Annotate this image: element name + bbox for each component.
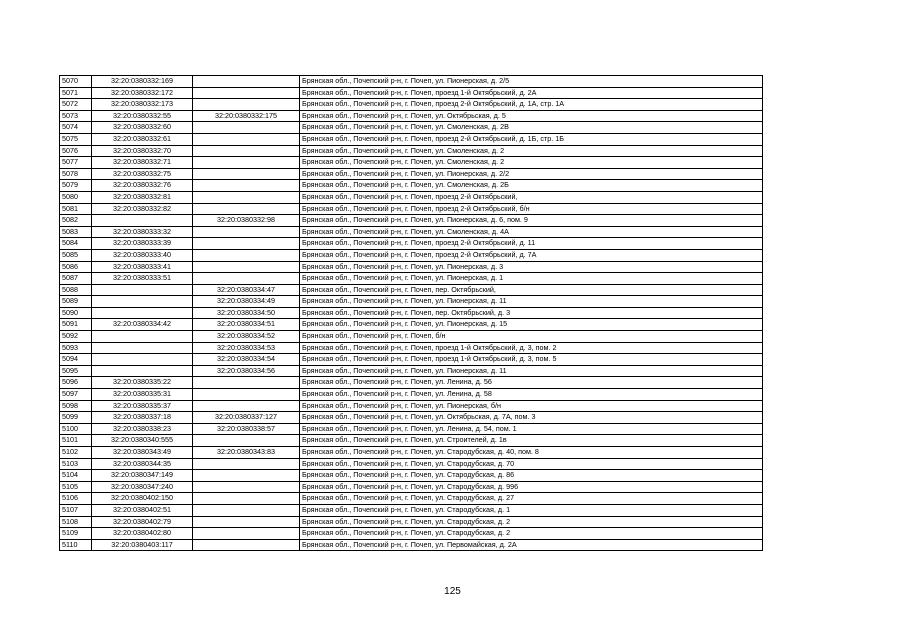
address-cell: Брянская обл., Почепский р-н, г. Почеп, ул. Ленина, д. 54, пом. 1 <box>300 423 763 435</box>
table-row <box>60 458 763 470</box>
secondary-cadastral-number-cell <box>193 539 300 551</box>
secondary-cadastral-number-cell: 32:20:0380338:57 <box>193 423 300 435</box>
row-number-cell: 5105 <box>60 481 92 493</box>
address-cell: Брянская обл., Почепский р-н, г. Почеп, проезд 2-й Октябрьский, д. 1Б, стр. 1Б <box>300 133 763 145</box>
table-row <box>60 168 763 180</box>
address-cell: Брянская обл., Почепский р-н, г. Почеп, ул. Октябрьская, д. 7А, пом. 3 <box>300 412 763 424</box>
row-number-cell: 5099 <box>60 412 92 424</box>
row-number-cell: 5106 <box>60 493 92 505</box>
address-cell: Брянская обл., Почепский р-н, г. Почеп, ул. Стародубская, д. 2 <box>300 516 763 528</box>
address-cell: Брянская обл., Почепский р-н, г. Почеп, ул. Строителей, д. 1в <box>300 435 763 447</box>
address-cell: Брянская обл., Почепский р-н, г. Почеп, ул. Ленина, д. 56 <box>300 377 763 389</box>
cadastral-number-cell: 32:20:0380332:169 <box>92 76 193 88</box>
table-row <box>60 157 763 169</box>
row-number-cell: 5080 <box>60 191 92 203</box>
cadastral-number-cell: 32:20:0380333:39 <box>92 238 193 250</box>
address-cell: Брянская обл., Почепский р-н, г. Почеп, проезд 1-й Октябрьский, д. 2А <box>300 87 763 99</box>
address-cell: Брянская обл., Почепский р-н, г. Почеп, ул. Пионерская, б/н <box>300 400 763 412</box>
cadastral-number-cell <box>92 215 193 227</box>
address-cell: Брянская обл., Почепский р-н, г. Почеп, проезд 2-й Октябрьский, б/н <box>300 203 763 215</box>
cadastral-number-cell: 32:20:0380402:80 <box>92 528 193 540</box>
cadastral-number-cell: 32:20:0380347:149 <box>92 470 193 482</box>
row-number-cell: 5096 <box>60 377 92 389</box>
row-number-cell: 5070 <box>60 76 92 88</box>
table-row <box>60 145 763 157</box>
address-cell: Брянская обл., Почепский р-н, г. Почеп, ул. Ленина, д. 58 <box>300 389 763 401</box>
secondary-cadastral-number-cell <box>193 168 300 180</box>
secondary-cadastral-number-cell <box>193 226 300 238</box>
row-number-cell: 5086 <box>60 261 92 273</box>
cadastral-number-cell: 32:20:0380333:51 <box>92 273 193 285</box>
cadastral-number-cell: 32:20:0380332:61 <box>92 133 193 145</box>
row-number-cell: 5073 <box>60 110 92 122</box>
secondary-cadastral-number-cell: 32:20:0380337:127 <box>193 412 300 424</box>
cadastral-number-cell <box>92 365 193 377</box>
secondary-cadastral-number-cell <box>193 458 300 470</box>
secondary-cadastral-number-cell <box>193 504 300 516</box>
cadastral-number-cell: 32:20:0380335:31 <box>92 389 193 401</box>
table-row <box>60 238 763 250</box>
row-number-cell: 5078 <box>60 168 92 180</box>
row-number-cell: 5084 <box>60 238 92 250</box>
address-cell: Брянская обл., Почепский р-н, г. Почеп, ул. Стародубская, д. 70 <box>300 458 763 470</box>
row-number-cell: 5110 <box>60 539 92 551</box>
cadastral-number-cell: 32:20:0380337:18 <box>92 412 193 424</box>
secondary-cadastral-number-cell <box>193 99 300 111</box>
cadastral-number-cell <box>92 342 193 354</box>
secondary-cadastral-number-cell: 32:20:0380332:98 <box>193 215 300 227</box>
table-row <box>60 354 763 366</box>
table-row <box>60 261 763 273</box>
secondary-cadastral-number-cell: 32:20:0380343:83 <box>193 447 300 459</box>
row-number-cell: 5077 <box>60 157 92 169</box>
row-number-cell: 5108 <box>60 516 92 528</box>
table-row <box>60 331 763 343</box>
secondary-cadastral-number-cell <box>193 481 300 493</box>
row-number-cell: 5089 <box>60 296 92 308</box>
row-number-cell: 5109 <box>60 528 92 540</box>
cadastral-number-cell: 32:20:0380332:60 <box>92 122 193 134</box>
address-cell: Брянская обл., Почепский р-н, г. Почеп, ул. Пионерская, д. 15 <box>300 319 763 331</box>
cadastral-number-cell: 32:20:0380335:22 <box>92 377 193 389</box>
address-cell: Брянская обл., Почепский р-н, г. Почеп, проезд 2-й Октябрьский, <box>300 191 763 203</box>
table-row <box>60 133 763 145</box>
row-number-cell: 5085 <box>60 249 92 261</box>
secondary-cadastral-number-cell <box>193 203 300 215</box>
secondary-cadastral-number-cell <box>193 470 300 482</box>
secondary-cadastral-number-cell: 32:20:0380334:51 <box>193 319 300 331</box>
row-number-cell: 5107 <box>60 504 92 516</box>
table-row <box>60 377 763 389</box>
table-row <box>60 249 763 261</box>
table-row <box>60 504 763 516</box>
address-cell: Брянская обл., Почепский р-н, г. Почеп, ул. Пионерская, д. 11 <box>300 365 763 377</box>
table-row <box>60 226 763 238</box>
row-number-cell: 5081 <box>60 203 92 215</box>
secondary-cadastral-number-cell <box>193 273 300 285</box>
secondary-cadastral-number-cell <box>193 145 300 157</box>
row-number-cell: 5094 <box>60 354 92 366</box>
address-cell: Брянская обл., Почепский р-н, г. Почеп, ул. Смоленская, д. 4А <box>300 226 763 238</box>
secondary-cadastral-number-cell: 32:20:0380334:49 <box>193 296 300 308</box>
address-cell: Брянская обл., Почепский р-н, г. Почеп, ул. Пионерская, д. 2/2 <box>300 168 763 180</box>
secondary-cadastral-number-cell <box>193 493 300 505</box>
address-cell: Брянская обл., Почепский р-н, г. Почеп, проезд 2-й Октябрьский, д. 7А <box>300 249 763 261</box>
table-row <box>60 180 763 192</box>
secondary-cadastral-number-cell <box>193 516 300 528</box>
address-cell: Брянская обл., Почепский р-н, г. Почеп, ул. Смоленская, д. 2 <box>300 157 763 169</box>
cadastral-number-cell: 32:20:0380332:173 <box>92 99 193 111</box>
secondary-cadastral-number-cell <box>193 400 300 412</box>
address-cell: Брянская обл., Почепский р-н, г. Почеп, ул. Пионерская, д. 1 <box>300 273 763 285</box>
secondary-cadastral-number-cell: 32:20:0380334:50 <box>193 307 300 319</box>
row-number-cell: 5082 <box>60 215 92 227</box>
table-row <box>60 191 763 203</box>
table-row <box>60 319 763 331</box>
secondary-cadastral-number-cell <box>193 528 300 540</box>
secondary-cadastral-number-cell <box>193 191 300 203</box>
address-cell: Брянская обл., Почепский р-н, г. Почеп, проезд 1-й Октябрьский, д. 3, пом. 2 <box>300 342 763 354</box>
table-body <box>60 76 763 551</box>
table-row <box>60 389 763 401</box>
cadastral-number-cell <box>92 296 193 308</box>
cadastral-number-cell: 32:20:0380402:150 <box>92 493 193 505</box>
cadastral-number-cell: 32:20:0380332:55 <box>92 110 193 122</box>
cadastral-number-cell: 32:20:0380332:82 <box>92 203 193 215</box>
table-row <box>60 342 763 354</box>
address-cell: Брянская обл., Почепский р-н, г. Почеп, пер. Октябрьский, д. 3 <box>300 307 763 319</box>
cadastral-number-cell: 32:20:0380343:49 <box>92 447 193 459</box>
cadastral-number-cell: 32:20:0380333:41 <box>92 261 193 273</box>
table-row <box>60 435 763 447</box>
table-row <box>60 447 763 459</box>
address-cell: Брянская обл., Почепский р-н, г. Почеп, ул. Стародубская, д. 996 <box>300 481 763 493</box>
address-cell: Брянская обл., Почепский р-н, г. Почеп, ул. Октябрьская, д. 5 <box>300 110 763 122</box>
row-number-cell: 5104 <box>60 470 92 482</box>
secondary-cadastral-number-cell: 32:20:0380334:56 <box>193 365 300 377</box>
address-cell: Брянская обл., Почепский р-н, г. Почеп, ул. Стародубская, д. 40, пом. 8 <box>300 447 763 459</box>
row-number-cell: 5093 <box>60 342 92 354</box>
cadastral-number-cell: 32:20:0380332:75 <box>92 168 193 180</box>
table-row <box>60 423 763 435</box>
table-row <box>60 307 763 319</box>
row-number-cell: 5076 <box>60 145 92 157</box>
address-cell: Брянская обл., Почепский р-н, г. Почеп, ул. Пионерская, д. 6, пом. 9 <box>300 215 763 227</box>
row-number-cell: 5091 <box>60 319 92 331</box>
cadastral-number-cell: 32:20:0380335:37 <box>92 400 193 412</box>
row-number-cell: 5072 <box>60 99 92 111</box>
cadastral-number-cell: 32:20:0380332:76 <box>92 180 193 192</box>
row-number-cell: 5100 <box>60 423 92 435</box>
cadastral-number-cell <box>92 307 193 319</box>
row-number-cell: 5088 <box>60 284 92 296</box>
address-cell: Брянская обл., Почепский р-н, г. Почеп, ул. Стародубская, д. 1 <box>300 504 763 516</box>
address-cell: Брянская обл., Почепский р-н, г. Почеп, ул. Стародубская, д. 2 <box>300 528 763 540</box>
address-cell: Брянская обл., Почепский р-н, г. Почеп, ул. Смоленская, д. 2 <box>300 145 763 157</box>
table-row <box>60 528 763 540</box>
secondary-cadastral-number-cell: 32:20:0380334:52 <box>193 331 300 343</box>
row-number-cell: 5083 <box>60 226 92 238</box>
table-row <box>60 284 763 296</box>
address-cell: Брянская обл., Почепский р-н, г. Почеп, ул. Стародубская, д. 86 <box>300 470 763 482</box>
secondary-cadastral-number-cell <box>193 249 300 261</box>
cadastral-number-cell: 32:20:0380344:35 <box>92 458 193 470</box>
cadastral-number-cell: 32:20:0380332:70 <box>92 145 193 157</box>
secondary-cadastral-number-cell: 32:20:0380334:47 <box>193 284 300 296</box>
page-number: 125 <box>444 586 461 597</box>
cadastral-number-cell <box>92 331 193 343</box>
table-row <box>60 87 763 99</box>
cadastral-number-cell: 32:20:0380402:79 <box>92 516 193 528</box>
secondary-cadastral-number-cell <box>193 261 300 273</box>
row-number-cell: 5092 <box>60 331 92 343</box>
address-cell: Брянская обл., Почепский р-н, г. Почеп, пер. Октябрьский, <box>300 284 763 296</box>
row-number-cell: 5103 <box>60 458 92 470</box>
address-cell: Брянская обл., Почепский р-н, г. Почеп, проезд 2-й Октябрьский, д. 1А, стр. 1А <box>300 99 763 111</box>
table-row <box>60 470 763 482</box>
secondary-cadastral-number-cell <box>193 157 300 169</box>
secondary-cadastral-number-cell: 32:20:0380332:175 <box>193 110 300 122</box>
secondary-cadastral-number-cell <box>193 87 300 99</box>
cadastral-number-cell: 32:20:0380332:172 <box>92 87 193 99</box>
cadastral-number-cell: 32:20:0380333:40 <box>92 249 193 261</box>
row-number-cell: 5102 <box>60 447 92 459</box>
property-register-table <box>59 75 763 551</box>
cadastral-number-cell: 32:20:0380334:42 <box>92 319 193 331</box>
cadastral-number-cell: 32:20:0380332:81 <box>92 191 193 203</box>
table-row <box>60 99 763 111</box>
secondary-cadastral-number-cell <box>193 133 300 145</box>
address-cell: Брянская обл., Почепский р-н, г. Почеп, ул. Первомайская, д. 2А <box>300 539 763 551</box>
cadastral-number-cell: 32:20:0380332:71 <box>92 157 193 169</box>
secondary-cadastral-number-cell: 32:20:0380334:53 <box>193 342 300 354</box>
cadastral-number-cell: 32:20:0380340:555 <box>92 435 193 447</box>
secondary-cadastral-number-cell <box>193 122 300 134</box>
secondary-cadastral-number-cell <box>193 180 300 192</box>
secondary-cadastral-number-cell <box>193 238 300 250</box>
address-cell: Брянская обл., Почепский р-н, г. Почеп, проезд 2-й Октябрьский, д. 11 <box>300 238 763 250</box>
secondary-cadastral-number-cell: 32:20:0380334:54 <box>193 354 300 366</box>
row-number-cell: 5098 <box>60 400 92 412</box>
cadastral-number-cell <box>92 284 193 296</box>
table-row <box>60 412 763 424</box>
table-row <box>60 215 763 227</box>
address-cell: Брянская обл., Почепский р-н, г. Почеп, проезд 1-й Октябрьский, д. 3, пом. 5 <box>300 354 763 366</box>
row-number-cell: 5075 <box>60 133 92 145</box>
table-row <box>60 110 763 122</box>
row-number-cell: 5079 <box>60 180 92 192</box>
address-cell: Брянская обл., Почепский р-н, г. Почеп, ул. Пионерская, д. 2/5 <box>300 76 763 88</box>
cadastral-number-cell: 32:20:0380403:117 <box>92 539 193 551</box>
row-number-cell: 5090 <box>60 307 92 319</box>
address-cell: Брянская обл., Почепский р-н, г. Почеп, ул. Пионерская, д. 3 <box>300 261 763 273</box>
secondary-cadastral-number-cell <box>193 76 300 88</box>
row-number-cell: 5074 <box>60 122 92 134</box>
table-row <box>60 539 763 551</box>
row-number-cell: 5095 <box>60 365 92 377</box>
row-number-cell: 5071 <box>60 87 92 99</box>
secondary-cadastral-number-cell <box>193 377 300 389</box>
address-cell: Брянская обл., Почепский р-н, г. Почеп, б/н <box>300 331 763 343</box>
table-row <box>60 481 763 493</box>
cadastral-number-cell: 32:20:0380347:240 <box>92 481 193 493</box>
address-cell: Брянская обл., Почепский р-н, г. Почеп, ул. Смоленская, д. 2Б <box>300 180 763 192</box>
cadastral-number-cell: 32:20:0380402:51 <box>92 504 193 516</box>
cadastral-number-cell: 32:20:0380338:23 <box>92 423 193 435</box>
table-row <box>60 203 763 215</box>
row-number-cell: 5087 <box>60 273 92 285</box>
table-row <box>60 76 763 88</box>
table-row <box>60 365 763 377</box>
secondary-cadastral-number-cell <box>193 389 300 401</box>
table-row <box>60 273 763 285</box>
table-row <box>60 400 763 412</box>
row-number-cell: 5097 <box>60 389 92 401</box>
table-row <box>60 493 763 505</box>
cadastral-number-cell <box>92 354 193 366</box>
table-row <box>60 296 763 308</box>
address-cell: Брянская обл., Почепский р-н, г. Почеп, ул. Смоленская, д. 2В <box>300 122 763 134</box>
cadastral-number-cell: 32:20:0380333:32 <box>92 226 193 238</box>
address-cell: Брянская обл., Почепский р-н, г. Почеп, ул. Стародубская, д. 27 <box>300 493 763 505</box>
table-row <box>60 122 763 134</box>
secondary-cadastral-number-cell <box>193 435 300 447</box>
address-cell: Брянская обл., Почепский р-н, г. Почеп, ул. Пионерская, д. 11 <box>300 296 763 308</box>
table-row <box>60 516 763 528</box>
row-number-cell: 5101 <box>60 435 92 447</box>
